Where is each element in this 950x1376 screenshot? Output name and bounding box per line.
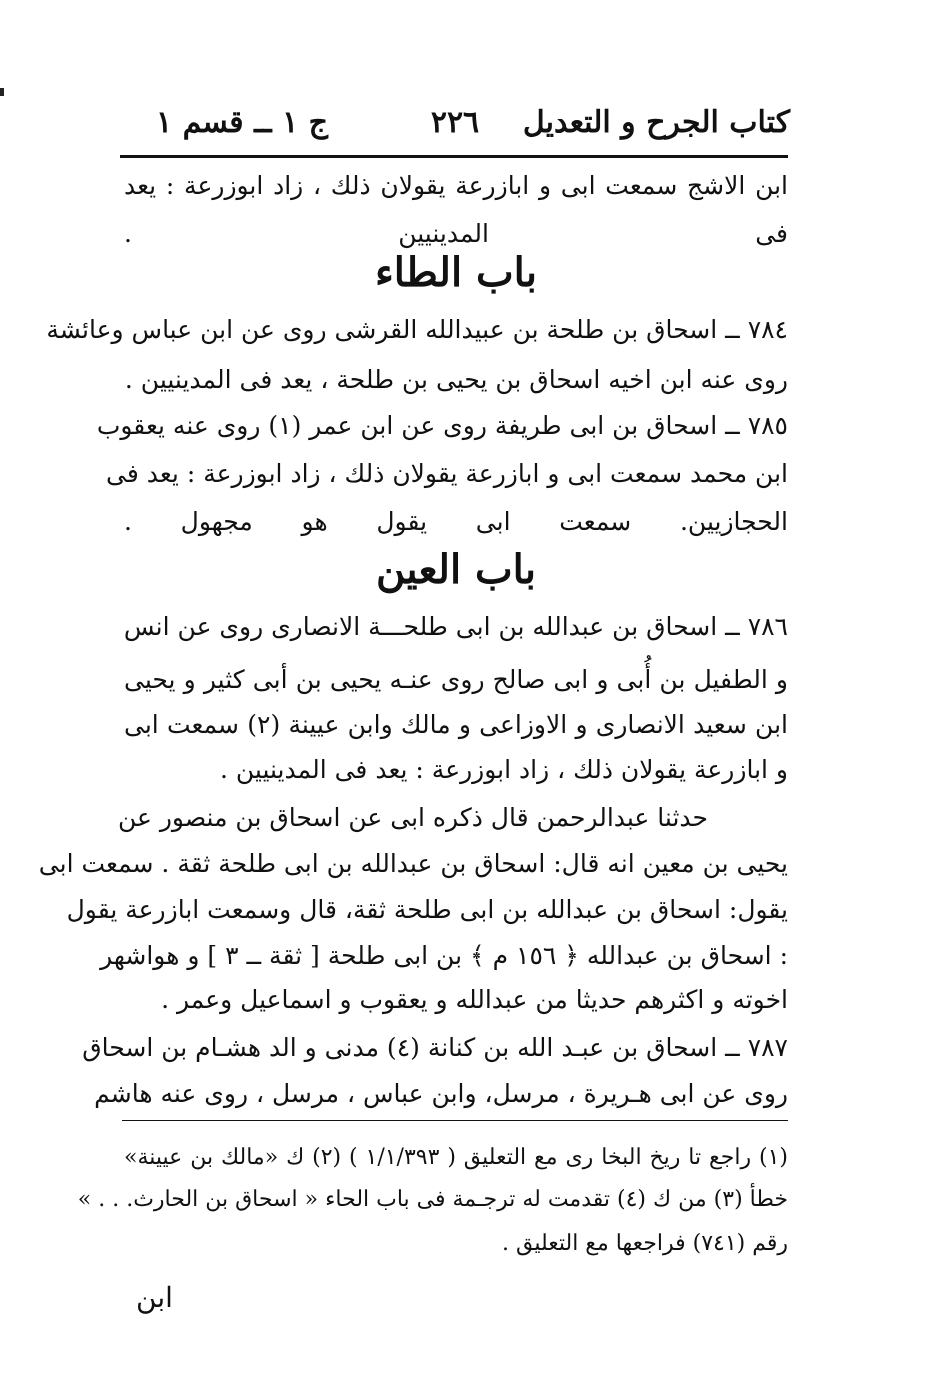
entry-786-line: ٧٨٦ ــ اسحاق بن عبدالله بن ابى طلحـــة الانصارى روى عن انس	[123, 612, 788, 641]
book-title: كتاب الجرح و التعديل	[522, 105, 790, 140]
footnote-rule	[122, 1120, 788, 1121]
text-line: فى المدينيين .	[124, 219, 788, 248]
narration-line: اخوته و اكثرهم حديثا من عبدالله و يعقوب و اسماعيل وعمر .	[161, 985, 788, 1014]
entry-787-line: ٧٨٧ ــ اسحاق بن عبـد الله بن كنانة (٤) مدنى و الد هشـام بن اسحاق	[82, 1033, 788, 1062]
entry-786-line: و الطفيل بن أُبى و ابى صالح روى عنـه يحيى بن أبى كثير و يحيى	[124, 665, 788, 694]
catchword: ابن	[136, 1281, 173, 1314]
entry-785-line: الحجازيين. سمعت ابى يقول هو مجهول .	[124, 507, 788, 536]
narration-line: يقول: اسحاق بن عبدالله بن ابى طلحة ثقة، قال وسمعت ابازرعة يقول	[66, 895, 788, 924]
entry-785-line: ٧٨٥ ــ اسحاق بن ابى طريفة روى عن ابن عمر (١) روى عنه يعقوب	[96, 411, 788, 440]
entry-786-line: ابن سعيد الانصارى و الاوزاعى و مالك وابن عيينة (٢) سمعت ابى	[124, 710, 788, 739]
entry-784-line: ٧٨٤ ــ اسحاق بن طلحة بن عبيدالله القرشى روى عن ابن عباس وعائشة	[46, 315, 788, 344]
section-heading: باب الطاء	[374, 249, 537, 296]
entry-787-line: روى عن ابى هـريرة ، مرسل، وابن عباس ، مرسل ، روى عنه هاشم	[94, 1079, 788, 1108]
scan-edge-mark	[0, 88, 4, 96]
footnote-line: رقم (٧٤١) فراجعها مع التعليق .	[501, 1231, 788, 1256]
text-line: ابن الاشج سمعت ابى و ابازرعة يقولان ذلك ، زاد ابوزرعة : يعد	[124, 171, 788, 200]
page-number: ٢٢٦	[430, 105, 480, 140]
footnote-line: خطأ (٣) من ك (٤) تقدمت له ترجـمة فى باب الحاء « اسحاق بن الحارث. . . »	[77, 1187, 788, 1212]
footnote-line: (١) راجع تا ريخ البخا رى مع التعليق ( ١/١/٣٩٣ ) (٢) ك «مالك بن عيينة»	[124, 1145, 788, 1170]
entry-784-line: روى عنه ابن اخيه اسحاق بن يحيى بن طلحة ، يعد فى المدينيين .	[124, 365, 788, 394]
running-header	[120, 98, 790, 148]
narration-line: حدثنا عبدالرحمن قال ذكره ابى عن اسحاق بن منصور عن	[117, 803, 708, 832]
narration-line: يحيى بن معين انه قال: اسحاق بن عبدالله بن ابى طلحة ثقة . سمعت ابى	[38, 849, 788, 878]
entry-786-line: و ابازرعة يقولان ذلك ، زاد ابوزرعة : يعد فى المدينيين .	[220, 755, 788, 784]
narration-line: : اسحاق بن عبدالله ﴿ ١٥٦ م ﴾ بن ابى طلحة [ ثقة ــ ٣ ] و هواشهر	[100, 941, 788, 970]
volume-label: ج ١ ــ قسم ١	[156, 105, 329, 140]
header-rule	[120, 155, 788, 158]
entry-785-line: ابن محمد سمعت ابى و ابازرعة يقولان ذلك ، زاد ابوزرعة : يعد فى	[106, 459, 788, 488]
section-heading: باب العين	[375, 546, 537, 593]
